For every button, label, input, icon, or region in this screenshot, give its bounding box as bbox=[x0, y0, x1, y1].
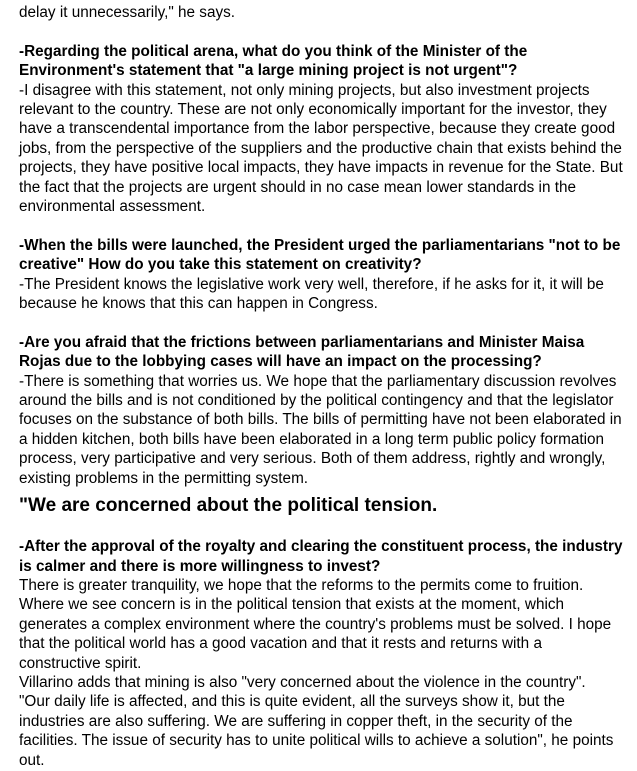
spacer bbox=[19, 22, 623, 41]
qa-block-environment-minister bbox=[19, 42, 623, 217]
closing-paragraph-violence: Villarino adds that mining is also "very concerned about the violence in the country". bbox=[19, 673, 586, 691]
question-investment: -After the approval of the royalty and clearing the constituent process, the industry is calmer and there is more willingness to invest? bbox=[19, 538, 623, 575]
question-environment-minister: -Regarding the political arena, what do you think of the Minister of the Environment's statement that "a large mining project is not urgent"? bbox=[19, 42, 528, 80]
answer-lobbying: -There is something that worries us. We hope that the parliamentary discussion revolves around the bills and is not conditioned by the political contingency and that the legislator focuses on the substance of both bills. The bills of permitting have not been elaborated in a hidden kitchen, both bills have been elaborated in a long term public policy formation process, very participative and very serious. Both of them address, rightly and wrongly, existing problems in the permitting system. bbox=[19, 372, 622, 487]
spacer bbox=[19, 313, 623, 332]
spacer bbox=[19, 216, 623, 235]
question-creativity: -When the bills were launched, the President urged the parliamentarians "not to be creative" How do you take this statement on creativity? bbox=[19, 236, 621, 274]
intro-text: delay it unnecessarily," he says. bbox=[19, 4, 236, 21]
answer-investment: There is greater tranquility, we hope that the reforms to the permits come to fruition. Where we see concern is in the political tension that exists at the moment, which generates a complex environment where the country's problems must be solved. I hope that the political world has a good vacation and that it rests and returns with a constructive spirit. bbox=[19, 576, 612, 672]
section-heading: "We are concerned about the political tension. bbox=[19, 495, 438, 517]
qa-block-lobbying bbox=[19, 333, 623, 488]
answer-creativity: -The President knows the legislative work very well, therefore, if he asks for it, it will be because he knows that this can happen in Congress. bbox=[19, 275, 604, 313]
closing-paragraph-security: "Our daily life is affected, and this is quite evident, all the surveys show it, but the industries are also suffering. We are suffering in copper theft, in the security of the facilities. The issue of security has to unite political wills to achieve a solution", he points out. bbox=[19, 693, 614, 769]
answer-environment-minister: -I disagree with this statement, not only mining projects, but also investment projects relevant to the country. These are not only economically important for the investor, they have a transcendental importance from the labor perspective, because they create good jobs, from the perspective of the suppliers and the productive chain that exists behind the projects, they have positive local impacts, they have impacts in revenue for the State. But the fact that the projects are urgent should in no case mean lower standards in the environmental assessment. bbox=[19, 81, 623, 216]
qa-block-creativity bbox=[19, 236, 623, 314]
qa-block-investment bbox=[19, 537, 623, 673]
question-lobbying: -Are you afraid that the frictions between parliamentarians and Minister Maisa Rojas due to the lobbying cases will have an impact on the processing? bbox=[19, 333, 585, 371]
